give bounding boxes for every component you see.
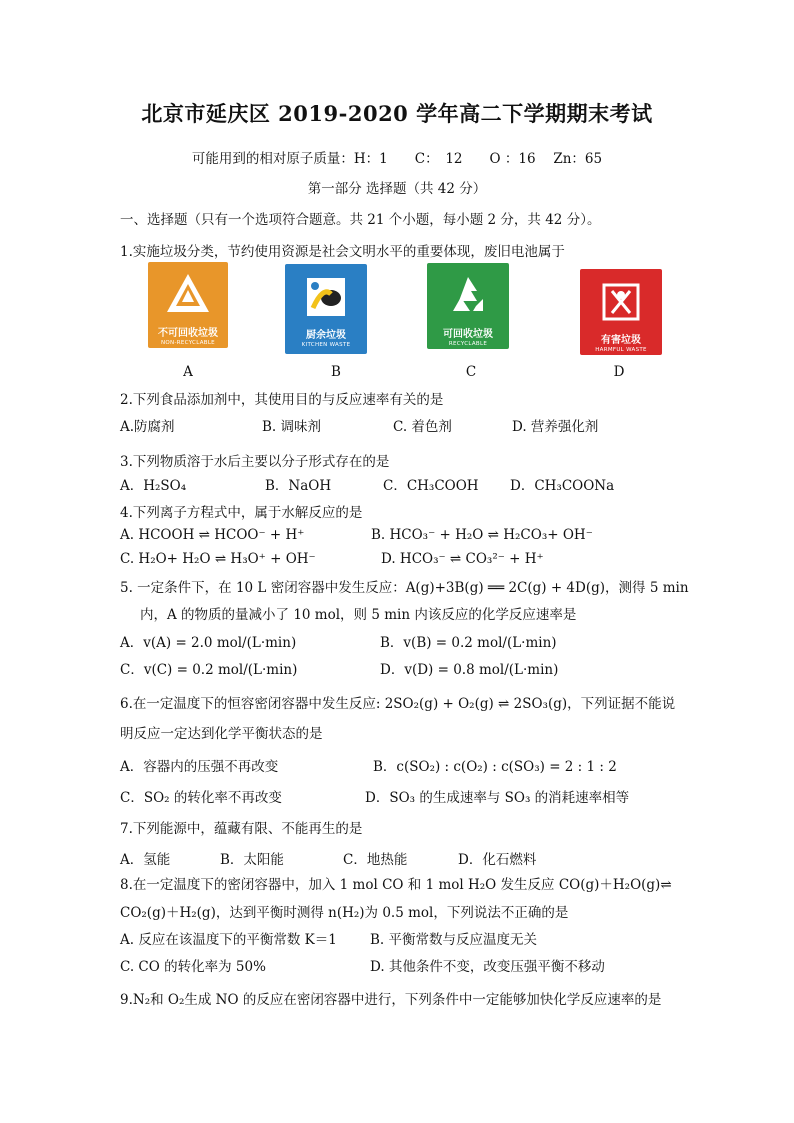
section-intro: 一、选择题（只有一个选项符合题意。共 21 个小题，每小题 2 分，共 42 分）。 bbox=[120, 212, 601, 228]
q7-option-c: C．地热能 bbox=[343, 852, 408, 868]
q2-option-c: C. 着色剂 bbox=[393, 419, 452, 435]
part-heading: 第一部分 选择题（共 42 分） bbox=[307, 181, 487, 197]
bin-a-cn: 不可回收垃圾 bbox=[158, 328, 218, 339]
q3-option-c: C．CH₃COOH bbox=[383, 478, 479, 494]
question-8-line-2: CO₂(g)＋H₂(g)，达到平衡时测得 n(H₂)为 0.5 mol，下列说法不正确的是 bbox=[120, 905, 569, 921]
question-1: 1.实施垃圾分类，节约使用资源是社会文明水平的重要体现，废旧电池属于 bbox=[120, 244, 565, 260]
bin-c-cn: 可回收垃圾 bbox=[443, 329, 493, 340]
bin-d-cn: 有害垃圾 bbox=[601, 335, 641, 346]
hazard-bin-icon bbox=[596, 277, 646, 327]
q5-option-d: D．v(D) = 0.8 mol/(L·min) bbox=[380, 662, 559, 678]
q7-option-a: A．氢能 bbox=[120, 852, 171, 868]
q4-option-d: D. HCO₃⁻ ⇌ CO₃²⁻ + H⁺ bbox=[381, 551, 544, 567]
bin-c-en: RECYCLABLE bbox=[448, 341, 488, 347]
q7-option-b: B．太阳能 bbox=[220, 852, 284, 868]
q8-option-b: B. 平衡常数与反应温度无关 bbox=[370, 932, 538, 948]
q8-option-a: A. 反应在该温度下的平衡常数 K＝1 bbox=[120, 932, 337, 948]
bin-b-cn: 厨余垃圾 bbox=[306, 330, 346, 341]
question-3: 3.下列物质溶于水后主要以分子形式存在的是 bbox=[120, 454, 390, 470]
question-5-line-2: 内，A 的物质的量减小了 10 mol，则 5 min 内该反应的化学反应速率是 bbox=[140, 607, 577, 623]
bin-d-image bbox=[580, 269, 662, 355]
q5-option-b: B．v(B) = 0.2 mol/(L·min) bbox=[380, 635, 557, 651]
bin-a-image bbox=[148, 262, 228, 348]
question-5-line-1: 5. 一定条件下，在 10 L 密闭容器中发生反应：A(g)+3B(g) ══ 2C(g) + 4D(g)，测得 5 min bbox=[120, 580, 689, 596]
q2-option-b: B. 调味剂 bbox=[262, 419, 322, 435]
bin-label-a: A bbox=[183, 364, 193, 380]
bin-label-c: C bbox=[465, 364, 477, 380]
bin-c-image bbox=[427, 263, 509, 349]
q6-option-b: B．c(SO₂) : c(O₂) : c(SO₃) = 2 : 1 : 2 bbox=[373, 759, 617, 775]
q7-option-d: D．化石燃料 bbox=[458, 852, 537, 868]
bin-label-d: D bbox=[613, 364, 625, 380]
question-9: 9.N₂和 O₂生成 NO 的反应在密闭容器中进行，下列条件中一定能够加快化学反应速率的是 bbox=[120, 992, 662, 1008]
q2-option-a: A.防腐剂 bbox=[120, 419, 175, 435]
q5-option-a: A．v(A) = 2.0 mol/(L·min) bbox=[120, 635, 297, 651]
question-2: 2.下列食品添加剂中，其使用目的与反应速率有关的是 bbox=[120, 392, 444, 408]
q2-option-d: D. 营养强化剂 bbox=[512, 419, 599, 435]
bin-d-en: HARMFUL WASTE bbox=[595, 347, 647, 353]
q4-option-a: A. HCOOH ⇌ HCOO⁻ + H⁺ bbox=[120, 527, 305, 543]
q8-option-d: D. 其他条件不变，改变压强平衡不移动 bbox=[370, 959, 605, 975]
q8-option-c: C. CO 的转化率为 50% bbox=[120, 959, 266, 975]
bin-label-b: B bbox=[331, 364, 341, 380]
recycle-icon bbox=[443, 271, 493, 321]
q3-option-d: D．CH₃COONa bbox=[510, 478, 615, 494]
question-7: 7.下列能源中，蕴藏有限、不能再生的是 bbox=[120, 821, 363, 837]
triangle-arrow-icon bbox=[163, 270, 213, 320]
bin-b-en: KITCHEN WASTE bbox=[301, 342, 351, 348]
q6-option-a: A．容器内的压强不再改变 bbox=[120, 759, 279, 775]
atomic-mass-line: 可能用到的相对原子质量：H：1 C： 12 O ：16 Zn：65 bbox=[191, 151, 603, 167]
question-6-line-1: 6.在一定温度下的恒容密闭容器中发生反应: 2SO₂(g) + O₂(g) ⇌ 2SO₃(g)，下列证据不能说 bbox=[120, 696, 676, 712]
q6-option-c: C．SO₂ 的转化率不再改变 bbox=[120, 790, 282, 806]
q6-option-d: D．SO₃ 的生成速率与 SO₃ 的消耗速率相等 bbox=[365, 790, 630, 806]
bin-a-en: NON-RECYCLABLE bbox=[161, 340, 215, 346]
exam-title: 北京市延庆区 2019-2020 学年高二下学期期末考试 bbox=[141, 101, 653, 126]
question-6-line-2: 明反应一定达到化学平衡状态的是 bbox=[120, 726, 323, 742]
question-8-line-1: 8.在一定温度下的密闭容器中，加入 1 mol CO 和 1 mol H₂O 发生反应 CO(g)＋H₂O(g)⇌ bbox=[120, 877, 672, 893]
fish-bone-icon bbox=[301, 272, 351, 322]
q5-option-c: C．v(C) = 0.2 mol/(L·min) bbox=[120, 662, 298, 678]
bin-b-image bbox=[285, 264, 367, 354]
q3-option-b: B．NaOH bbox=[265, 478, 332, 494]
q4-option-c: C. H₂O+ H₂O ⇌ H₃O⁺ + OH⁻ bbox=[120, 551, 316, 567]
q4-option-b: B. HCO₃⁻ + H₂O ⇌ H₂CO₃+ OH⁻ bbox=[371, 527, 593, 543]
question-4: 4.下列离子方程式中，属于水解反应的是 bbox=[120, 505, 363, 521]
q3-option-a: A．H₂SO₄ bbox=[120, 478, 187, 494]
